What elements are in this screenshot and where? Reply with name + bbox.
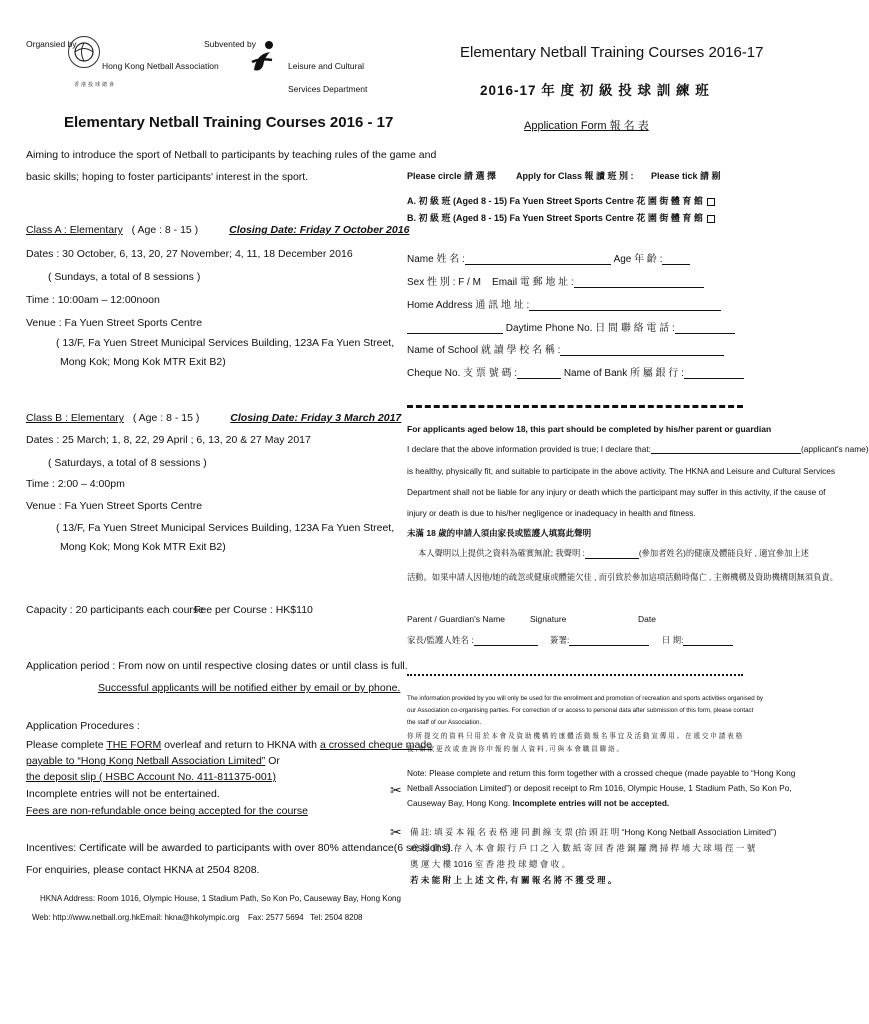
sex-email-row bbox=[407, 273, 704, 288]
class-a-addr2: Mong Kok; Mong Kok MTR Exit B2) bbox=[60, 356, 226, 368]
class-a-addr1: ( 13/F, Fa Yuen Street Municipal Services Building, 123A Fa Yuen Street, bbox=[56, 337, 395, 349]
privacy-cn-line1: 你 所 提 交 的 資 料 只 用 於 本 會 及 資 助 機 構 的 康 體 活 動 報 名 事 宜 及 活 動 宣 傳 用 。 在 遞 交 申 請 表 格 bbox=[407, 733, 743, 740]
school-row bbox=[407, 341, 724, 356]
privacy-line3: the staff of our Association. bbox=[407, 719, 482, 726]
note-line3 bbox=[407, 798, 669, 808]
phone-label: Daytime Phone No. 日 間 聯 絡 電 話 : bbox=[505, 323, 675, 334]
class-b-name: Class B : Elementary bbox=[26, 412, 125, 424]
class-b-age: ( Age : 8 - 15 ) bbox=[132, 412, 200, 424]
email-link[interactable]: Email: hkna@hkolympic.org bbox=[140, 913, 240, 922]
proc1c: overleaf and return to HKNA with bbox=[161, 739, 320, 751]
option-a[interactable] bbox=[407, 194, 715, 207]
name-label: Name 姓 名 : bbox=[407, 254, 465, 265]
signature-field[interactable] bbox=[569, 645, 649, 646]
class-a-sessions: ( Sundays, a total of 8 sessions ) bbox=[48, 271, 201, 283]
declare-line3: Department shall not be liable for any injury or death which the participant may suffer in this activity, if the cause of bbox=[407, 487, 826, 497]
fax: Fax: 2577 5694 bbox=[248, 913, 304, 922]
subvented-by-label: Subvented by bbox=[204, 39, 256, 49]
email-field[interactable] bbox=[574, 287, 704, 288]
lcsd-logo bbox=[250, 40, 276, 81]
class-b-dates: Dates : 25 March; 1, 8, 22, 29 April ; 6, 13, 20 & 27 May 2017 bbox=[26, 434, 311, 446]
option-a-checkbox[interactable] bbox=[707, 198, 715, 206]
option-b[interactable] bbox=[407, 211, 715, 224]
home-address-label: Home Address 通 訊 地 址 : bbox=[407, 300, 530, 311]
cn-note-line2: 或 將 費 用 存 入 本 會 銀 行 戶 口 之 入 數 紙 寄 回 香 港 銅 鑼 灣 掃 桿 埔 大 球 場 徑 一 號 bbox=[410, 843, 756, 853]
class-a-header bbox=[26, 224, 409, 236]
home-address-field-2[interactable] bbox=[407, 333, 503, 334]
parent-fields-row bbox=[407, 634, 733, 646]
cn1: 本人聲明以上提供之資料為確實無訛; 我聲明 : bbox=[418, 548, 585, 558]
cheque-row bbox=[407, 364, 744, 379]
notified-line: Successful applicants will be notified either by email or by phone. bbox=[98, 682, 401, 694]
application-form-title: Application Form 報 名 表 bbox=[524, 120, 649, 132]
org-name-cn: 香港投球總會 bbox=[74, 82, 117, 88]
class-a-venue: Venue : Fa Yuen Street Sports Centre bbox=[26, 317, 203, 329]
bank-label: Name of Bank 所 屬 銀 行 : bbox=[563, 368, 684, 379]
declare-line2: is healthy, physically fit, and suitable to participate in the above activity. The HKNA and Leisure and Cultural Services bbox=[407, 466, 835, 476]
please-tick: Please tick 請 剔 bbox=[651, 171, 721, 181]
class-b-closing: Closing Date: Friday 3 March 2017 bbox=[230, 412, 402, 424]
right-title-cn: 2016-17 年 度 初 級 投 球 訓 練 班 bbox=[480, 83, 710, 98]
class-b-time: Time : 2:00 – 4:00pm bbox=[26, 478, 125, 490]
date-field[interactable] bbox=[683, 645, 733, 646]
fee: Fee per Course : HK$110 bbox=[194, 604, 313, 616]
proc1d: a crossed cheque made bbox=[319, 739, 433, 751]
intro-line2: basic skills; hoping to foster participants' interest in the sport. bbox=[26, 171, 309, 183]
procedures-title: Application Procedures : bbox=[26, 720, 140, 732]
cn-note-line4: 若 未 能 附 上 上 述 文 件, 有 關 報 名 將 不 獲 受 理 。 bbox=[410, 875, 617, 885]
left-title: Elementary Netball Training Courses 2016 - 17 bbox=[64, 114, 394, 131]
proc1a: Please complete bbox=[26, 739, 107, 751]
right-title: Elementary Netball Training Courses 2016-17 bbox=[460, 44, 764, 61]
home-row bbox=[407, 296, 721, 311]
privacy-cn-line2: 後 , 如 欲 更 改 或 查 詢 你 申 報 的 個 人 資 料 , 可 與 本 會 職 員 聯 絡 。 bbox=[407, 746, 624, 753]
procedures-line5: Fees are non-refundable once being accepted for the course bbox=[26, 805, 308, 817]
dept-line1: Leisure and Cultural bbox=[288, 61, 365, 71]
cut-line-1 bbox=[407, 405, 743, 408]
parent-name-cn: 家長/監護人姓名 : bbox=[407, 635, 474, 645]
procedures-line1 bbox=[26, 739, 432, 751]
phone-field[interactable] bbox=[675, 333, 735, 334]
note-line2: Netball Association Limited”) or deposit receipt to Rm 1016, Olympic House, 1 Stadium Path, So Kon Po, bbox=[407, 783, 792, 793]
org-name: Hong Kong Netball Association bbox=[102, 61, 219, 71]
parent-name-label: Parent / Guardian's Name bbox=[407, 614, 506, 624]
cut-line-2 bbox=[407, 674, 743, 676]
cn-applicant-name-field[interactable] bbox=[585, 558, 639, 559]
name-field[interactable] bbox=[465, 264, 611, 265]
cheque-label: Cheque No. 支 票 號 碼 : bbox=[407, 368, 518, 379]
cn1b: (參加者姓名)的健康及體能良好 , 適宜參加上述 bbox=[638, 548, 809, 558]
class-b-venue: Venue : Fa Yuen Street Sports Centre bbox=[26, 500, 203, 512]
declare1b: (applicant's name) bbox=[800, 444, 869, 454]
hkna-logo bbox=[68, 36, 100, 68]
procedures-line2 bbox=[26, 755, 280, 767]
capacity: Capacity : 20 participants each course bbox=[26, 604, 205, 616]
privacy-line2: our Association co-organising parties. For correction of or access to personal data after submission of this form, please contact bbox=[407, 707, 754, 714]
class-a-time: Time : 10:00am – 12:00noon bbox=[26, 294, 160, 306]
please-circle: Please circle 請 選 擇 bbox=[407, 171, 497, 181]
proc2b: Or bbox=[265, 755, 280, 767]
the-form-link[interactable]: THE FORM bbox=[106, 739, 162, 751]
cn-note-line1: 備 註: 填 妥 本 報 名 表 格 連 同 劃 線 支 票 (抬 頭 註 明 “Hong Kong Netball Association Limited”) bbox=[410, 827, 777, 837]
bank-field[interactable] bbox=[684, 378, 744, 379]
age-label: Age 年 齡 : bbox=[613, 254, 663, 265]
signature-label: Signature bbox=[530, 614, 567, 624]
apply-for-class: Apply for Class 報 讀 班 別 : bbox=[516, 171, 634, 181]
note3b: Incomplete entries will not be accepted. bbox=[512, 798, 670, 808]
home-address-field[interactable] bbox=[529, 310, 721, 311]
cn-declare-line2: 活動。如果申請人因他/她的疏忽或健康或體能欠佳 , 而引致於參加這項活動時傷亡 , 主辦機構及資助機構則無須負責。 bbox=[407, 572, 838, 582]
declare1: I declare that the above information provided is true; I declare that: bbox=[407, 444, 651, 454]
organised-by-label: Organsied by bbox=[26, 39, 77, 49]
guardian-title: For applicants aged below 18, this part should be completed by his/her parent or guardian bbox=[407, 424, 772, 434]
declare-line4: injury or death is due to his/her negligence or inadequacy in health and fitness. bbox=[407, 508, 696, 518]
declare-line1 bbox=[407, 444, 869, 454]
note3: Causeway Bay, Hong Kong. bbox=[407, 798, 513, 808]
email-label: Email 電 郵 地 址 : bbox=[492, 277, 574, 288]
option-b-label: B. 初 級 班 (Aged 8 - 15) Fa Yuen Street Sports Centre 花 園 街 體 育 館 bbox=[407, 213, 703, 223]
age-field[interactable] bbox=[662, 264, 690, 265]
cheque-field[interactable] bbox=[517, 378, 561, 379]
class-b-header bbox=[26, 412, 401, 424]
dept-line2: Services Department bbox=[288, 84, 368, 94]
signature-cn: 簽署: bbox=[549, 635, 570, 645]
intro-line1: Aiming to introduce the sport of Netball to participants by teaching rules of the game and bbox=[26, 149, 437, 161]
web-link[interactable]: Web: http://www.netball.org.hk bbox=[32, 913, 140, 922]
tel: Tel: 2504 8208 bbox=[310, 913, 363, 922]
cn-note-line3: 奧 運 大 樓 1016 室 香 港 投 球 總 會 收 。 bbox=[410, 859, 571, 869]
class-b-addr2: Mong Kok; Mong Kok MTR Exit B2) bbox=[60, 541, 226, 553]
cn-declare-title: 未滿 18 歲的申請人須由家長或監護人填寫此聲明 bbox=[407, 528, 592, 538]
date-label: Date bbox=[638, 614, 656, 624]
option-a-label: A. 初 級 班 (Aged 8 - 15) Fa Yuen Street Sports Centre 花 園 街 體 育 館 bbox=[407, 196, 703, 206]
enquiries: For enquiries, please contact HKNA at 2504 8208. bbox=[26, 864, 260, 876]
applicant-name-field[interactable] bbox=[651, 453, 801, 454]
school-label: Name of School 就 讀 學 校 名 稱 : bbox=[407, 345, 561, 356]
option-b-checkbox[interactable] bbox=[707, 215, 715, 223]
privacy-line1: The information provided by you will only be used for the enrollment and promotion of recreation and sports activities organised by bbox=[407, 695, 763, 702]
class-b-sessions: ( Saturdays, a total of 8 sessions ) bbox=[48, 457, 207, 469]
lcsd-figure-icon bbox=[250, 40, 276, 76]
name-row bbox=[407, 250, 690, 265]
proc2: payable to “Hong Kong Netball Association Limited” bbox=[26, 755, 266, 767]
scissors-icon: ✂ bbox=[390, 782, 402, 798]
date-cn: 日 期: bbox=[661, 635, 684, 645]
class-a-closing: Closing Date: Friday 7 October 2016 bbox=[229, 224, 410, 236]
application-period: Application period : From now on until respective closing dates or until class is full. bbox=[26, 660, 408, 672]
netball-icon bbox=[69, 37, 99, 67]
parent-name-field[interactable] bbox=[474, 645, 538, 646]
note-line1: Note: Please complete and return this form together with a crossed cheque (made payable to “Hong Kong bbox=[407, 768, 796, 778]
procedures-line4: Incomplete entries will not be entertained. bbox=[26, 788, 220, 800]
incentives: Incentives: Certificate will be awarded to participants with over 80% attendance(6 sessions). bbox=[26, 842, 454, 854]
cn-declare-line1 bbox=[418, 547, 809, 559]
phone-row bbox=[407, 319, 735, 334]
class-a-dates: Dates : 30 October, 6, 13, 20, 27 November; 4, 11, 18 December 2016 bbox=[26, 248, 353, 260]
class-a-age: ( Age : 8 - 15 ) bbox=[131, 224, 199, 236]
procedures-line3: the deposit slip ( HSBC Account No. 411-811375-001) bbox=[26, 771, 277, 783]
sex-label[interactable]: Sex 性 別 : F / M bbox=[407, 277, 481, 288]
school-field[interactable] bbox=[560, 355, 724, 356]
hkna-address: HKNA Address: Room 1016, Olympic House, 1 Stadium Path, So Kon Po, Causeway Bay, Hong Kong bbox=[40, 894, 401, 903]
class-b-addr1: ( 13/F, Fa Yuen Street Municipal Services Building, 123A Fa Yuen Street, bbox=[56, 522, 395, 534]
scissors-icon-2: ✂ bbox=[390, 824, 402, 840]
class-a-name: Class A : Elementary bbox=[26, 224, 123, 236]
